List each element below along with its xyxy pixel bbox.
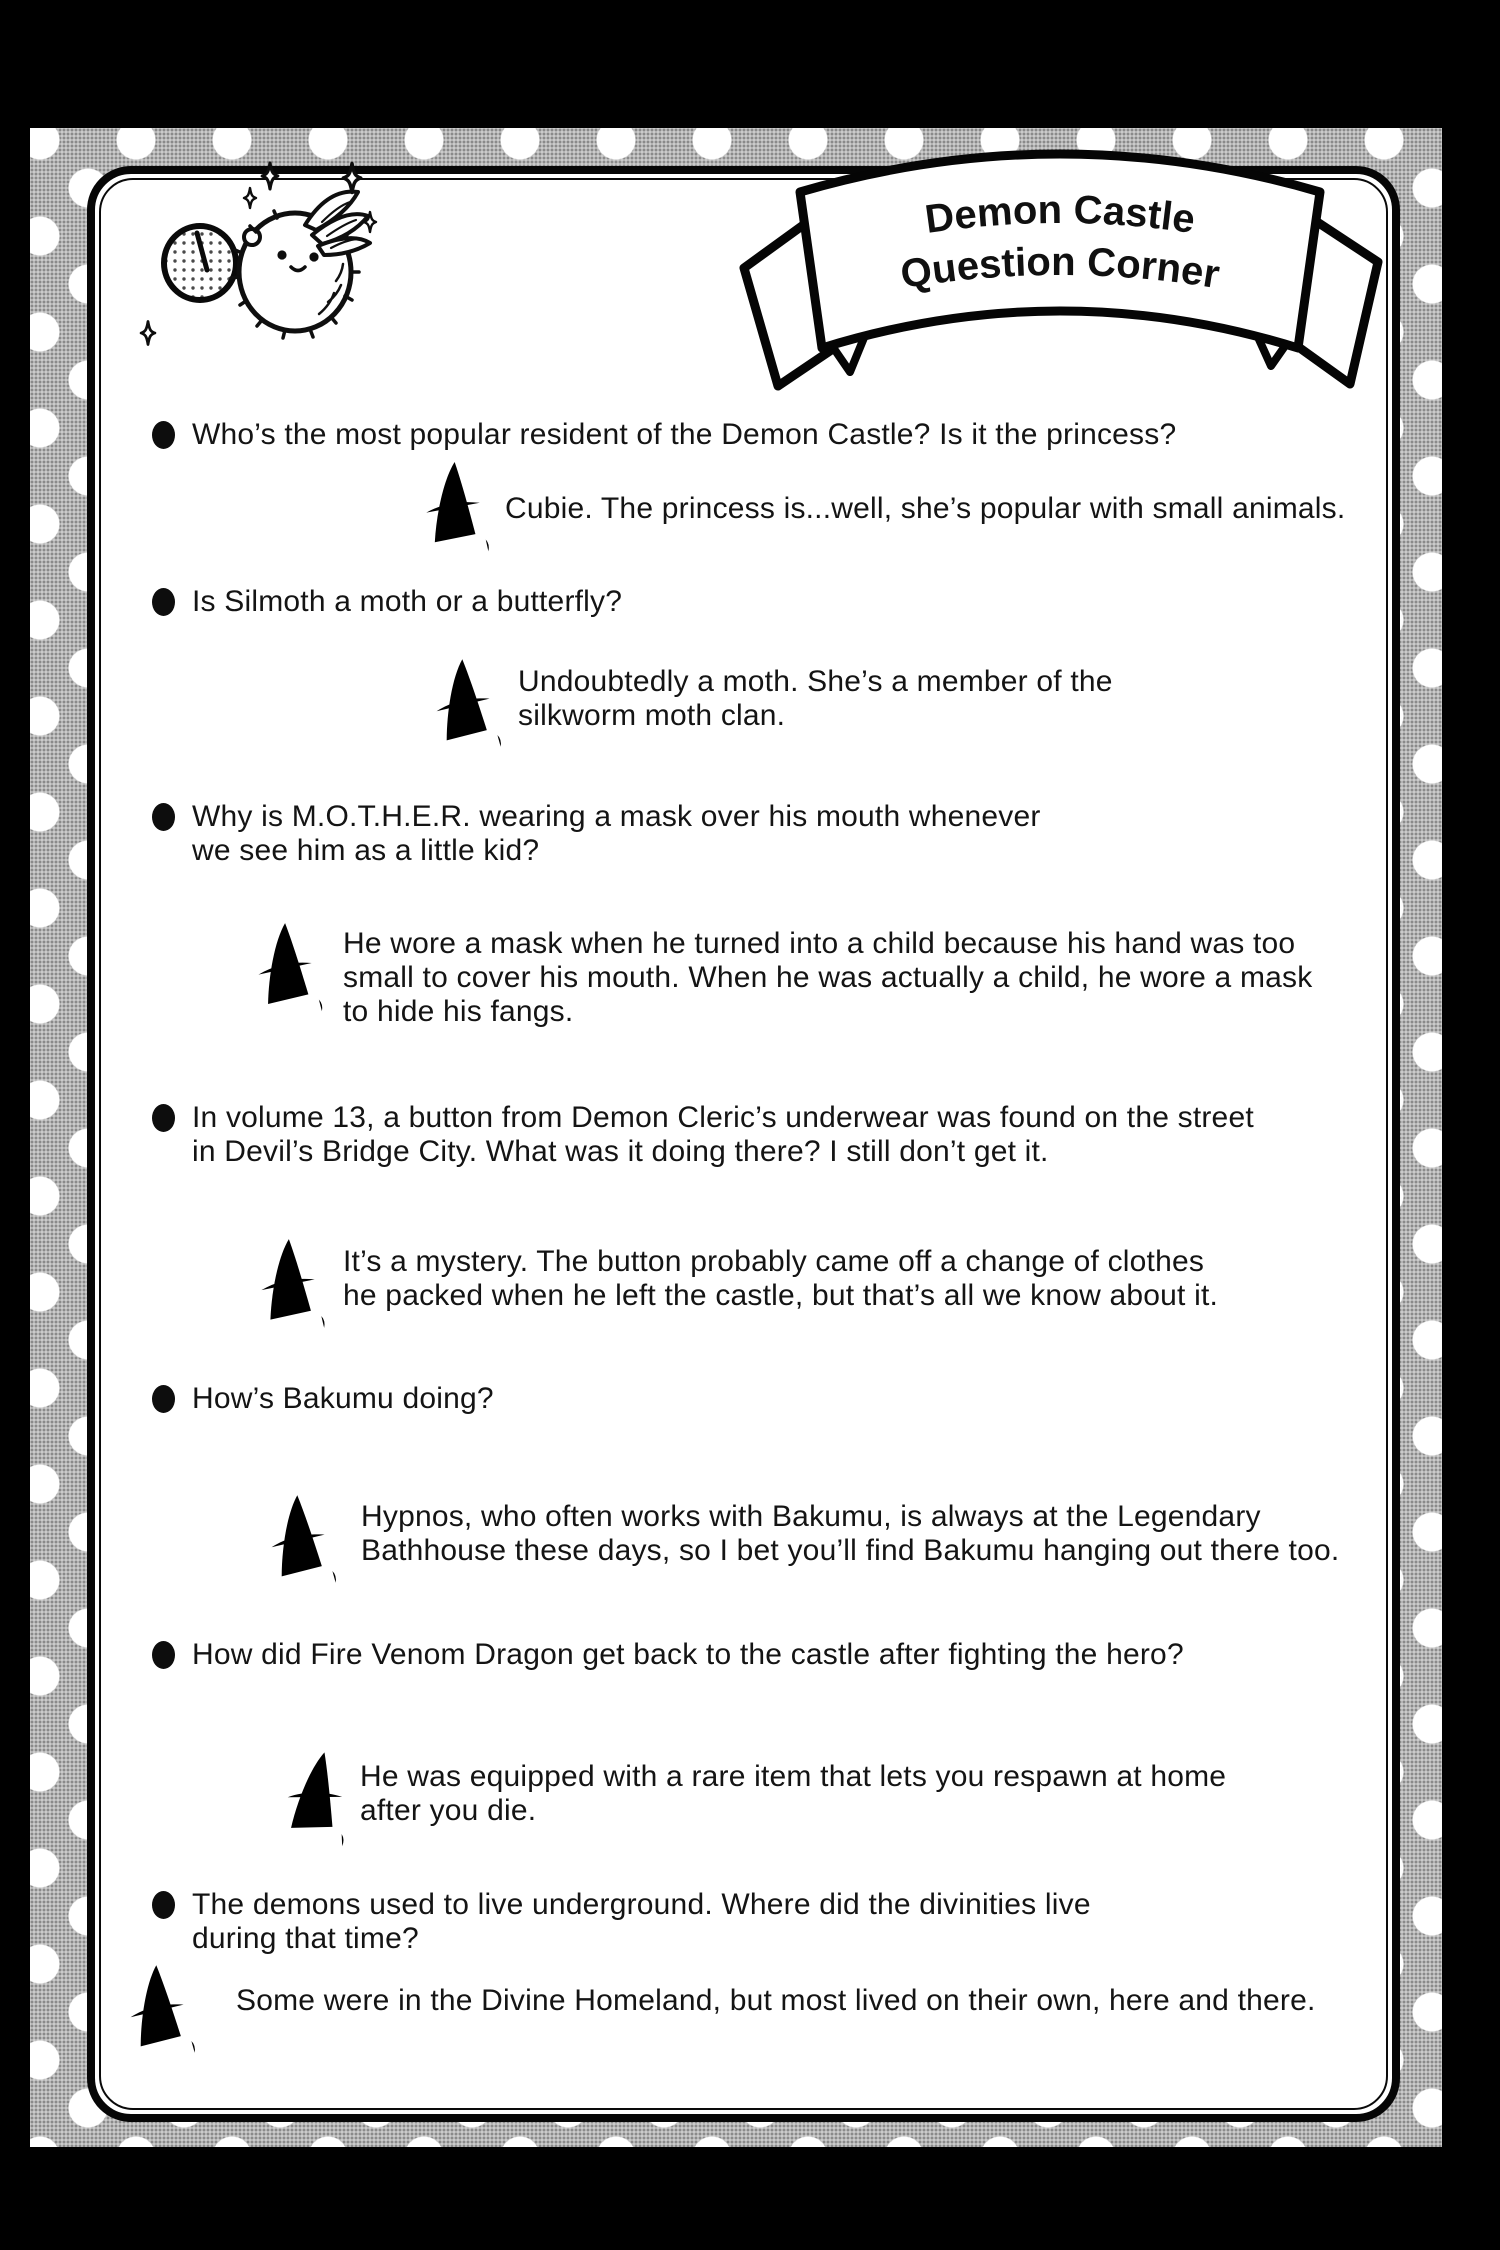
question-bullet-icon: [152, 588, 175, 616]
answer-mark-icon: [249, 1229, 334, 1338]
question-line: we see him as a little kid?: [192, 834, 540, 867]
question-line: How’s Bakumu doing?: [192, 1382, 494, 1415]
answer-line: He was equipped with a rare item that lets you respawn at home: [360, 1760, 1227, 1793]
qa-answer: [343, 1245, 1218, 1313]
question-line: The demons used to live underground. Where did the divinities live: [192, 1888, 1091, 1921]
question-bullet-icon: [152, 421, 175, 449]
answer-line: Bathhouse these days, so I bet you’ll find Bakumu hanging out there too.: [361, 1534, 1340, 1567]
answer-line: Cubie. The princess is...well, she’s popular with small animals.: [505, 492, 1346, 525]
qa-answer: [360, 1760, 1226, 1828]
answer-line: to hide his fangs.: [343, 995, 574, 1028]
answer-mark-icon: [274, 1741, 364, 1854]
answer-mark-icon: [258, 1484, 346, 1596]
question-bullet-icon: [152, 1641, 175, 1669]
clock-icon: [164, 226, 236, 300]
banner-text-line2: Question Corner: [897, 239, 1223, 298]
answer-mark-icon: [423, 648, 511, 760]
answer-line: Undoubtedly a moth. She’s a member of the: [518, 665, 1113, 698]
answer-line: It’s a mystery. The button probably came off a change of clothes: [343, 1245, 1205, 1278]
answer-mark-icon: [117, 1954, 205, 2066]
title-banner: [728, 132, 1392, 404]
question-line: in Devil’s Bridge City. What was it doing there? I still don’t get it.: [192, 1135, 1049, 1168]
answer-line: He wore a mask when he turned into a child because his hand was too: [343, 927, 1296, 960]
qa-question: [152, 1888, 1091, 1956]
question-bullet-icon: [152, 803, 175, 831]
question-line: Who’s the most popular resident of the Demon Castle? Is it the princess?: [192, 418, 1177, 451]
answer-line: after you die.: [360, 1794, 537, 1827]
qa-answer: [505, 492, 1345, 526]
answer-mark-icon: [246, 913, 333, 1023]
answer-line: Some were in the Divine Homeland, but most lived on their own, here and there.: [236, 1984, 1316, 2017]
banner-text-line1: Demon Castle: [922, 187, 1198, 243]
question-bullet-icon: [152, 1104, 175, 1132]
qa-answer: [236, 1984, 1316, 2018]
answer-line: silkworm moth clan.: [518, 699, 786, 732]
question-line: Is Silmoth a moth or a butterfly?: [192, 585, 623, 618]
qa-question: [152, 1638, 1184, 1672]
question-bullet-icon: [152, 1385, 175, 1413]
question-line: In volume 13, a button from Demon Cleric’s underwear was found on the street: [192, 1101, 1254, 1134]
qa-question: [152, 1101, 1254, 1169]
answer-line: Hypnos, who often works with Bakumu, is always at the Legendary: [361, 1500, 1261, 1533]
answer-line: he packed when he left the castle, but that’s all we know about it.: [343, 1279, 1219, 1312]
question-bullet-icon: [152, 1891, 175, 1919]
question-line: Why is M.O.T.H.E.R. wearing a mask over his mouth whenever: [192, 800, 1041, 833]
qa-question: [152, 800, 1041, 868]
mascot-cubie: [231, 192, 370, 338]
qa-question: [152, 585, 622, 619]
question-line: during that time?: [192, 1922, 419, 1955]
answer-line: small to cover his mouth. When he was actually a child, he wore a mask: [343, 961, 1313, 994]
mascot-illustration: [100, 150, 400, 360]
qa-question: [152, 418, 1176, 452]
qa-answer: [361, 1500, 1339, 1568]
qa-question: [152, 1382, 494, 1416]
qa-answer: [518, 665, 1113, 733]
qa-answer: [343, 927, 1312, 1029]
question-line: How did Fire Venom Dragon get back to the castle after fighting the hero?: [192, 1638, 1184, 1671]
answer-mark-icon: [415, 453, 498, 561]
